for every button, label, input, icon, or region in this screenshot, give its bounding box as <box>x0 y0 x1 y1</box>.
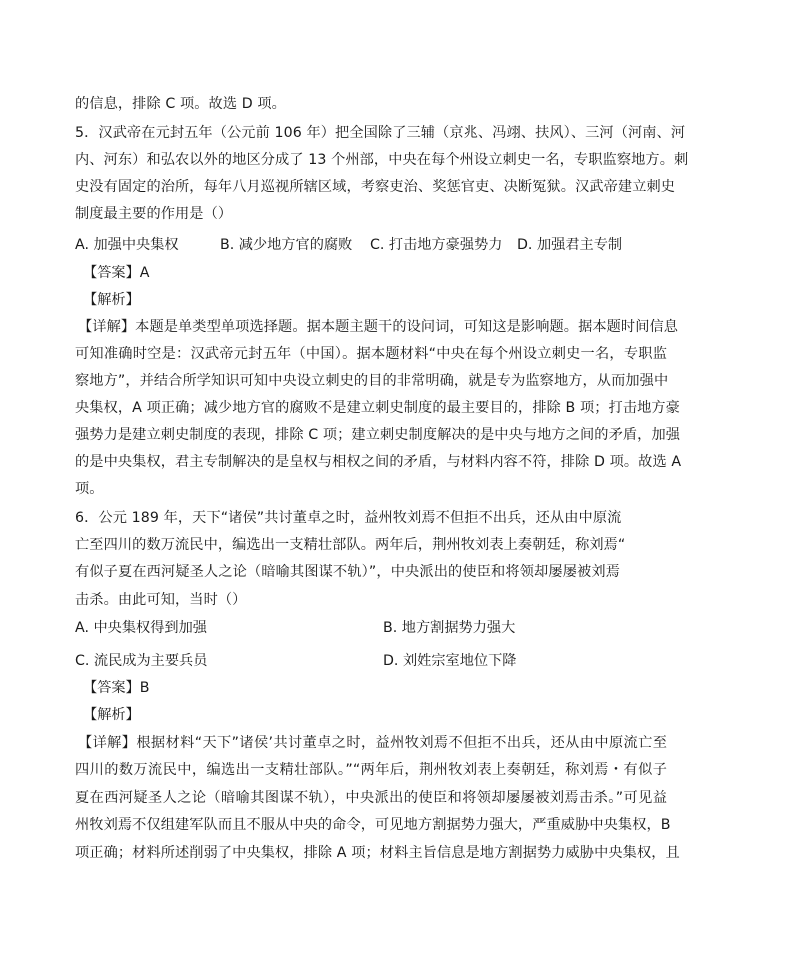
q5-answer: 【答案】A <box>83 265 150 281</box>
q5-analysis-label: 【解析】 <box>83 292 140 308</box>
q5-detail-line: 可知准确时空是：汉武帝元封五年（中国）。据本题材料“中央在每个州设立刺史一名，专职监 <box>75 346 667 362</box>
q6-option-b: B. 地方割据势力强大 <box>383 620 516 636</box>
q5-option-c: C. 打击地方豪强势力 <box>370 237 503 253</box>
q5-detail-line: 央集权，A 项正确；减少地方官的腐败不是建立刺史制度的最主要目的，排除 B 项；打击地方豪 <box>75 400 680 416</box>
prev-analysis-tail: 的信息，排除 C 项。故选 D 项。 <box>75 96 286 112</box>
q6-detail-line: 夏在西河疑圣人之论（暗喻其图谋不轨），中央派出的使臣和将领却屡屡被刘焉击杀。”可见益 <box>75 790 667 806</box>
q6-stem-line: 有似子夏在西河疑圣人之论（暗喻其图谋不轨）”，中央派出的使臣和将领却屡屡被刘焉 <box>75 564 620 580</box>
q6-detail-line: 四川的数万流民中，编选出一支精壮部队。”“两年后，荆州牧刘表上奏朝廷，称刘焉・有似子 <box>75 762 667 778</box>
q5-option-a: A. 加强中央集权 <box>75 237 179 253</box>
q5-detail-line: 察地方”，并结合所学知识可知中央设立刺史的目的非常明确，就是专为监察地方，从而加强中 <box>75 373 669 389</box>
q5-stem-line: 5．汉武帝在元封五年（公元前 106 年）把全国除了三辅（京兆、冯翊、扶风）、三河（河南、河 <box>75 125 686 141</box>
q6-option-a: A. 中央集权得到加强 <box>75 620 207 636</box>
q6-stem-line: 6．公元 189 年，天下“诸侯”共讨董卓之时，益州牧刘焉不但拒不出兵，还从由中原流 <box>75 510 622 526</box>
q6-answer: 【答案】B <box>83 680 150 696</box>
q5-detail-line: 【详解】本题是单类型单项选择题。据本题主题干的设问词，可知这是影响题。据本题时间信息 <box>78 319 679 335</box>
q6-stem-line: 亡至四川的数万流民中，编选出一支精壮部队。两年后，荆州牧刘表上奏朝廷，称刘焉“ <box>75 537 626 553</box>
q6-detail-line: 州牧刘焉不仅组建军队而且不服从中央的命令，可见地方割据势力强大，严重威胁中央集权，B <box>75 817 671 833</box>
q6-analysis-label: 【解析】 <box>83 707 140 723</box>
q6-option-c: C. 流民成为主要兵员 <box>75 653 208 669</box>
q5-option-d: D. 加强君主专制 <box>517 237 623 253</box>
q5-option-b: B. 减少地方官的腐败 <box>220 237 353 253</box>
q5-stem-line: 史没有固定的治所，每年八月巡视所辖区域，考察吏治、奖惩官吏、决断冤狱。汉武帝建立刺史 <box>75 179 676 195</box>
q6-detail-line: 项正确；材料所述削弱了中央集权，排除 A 项；材料主旨信息是地方割据势力威胁中央集权，且 <box>75 845 680 861</box>
q5-stem-line: 内、河东）和弘农以外的地区分成了 13 个州部，中央在每个州设立刺史一名，专职监察地方。刺 <box>75 152 689 168</box>
q5-detail-line: 强势力是建立刺史制度的表现，排除 C 项；建立刺史制度解决的是中央与地方之间的矛盾，加强 <box>75 427 681 443</box>
q6-option-d: D. 刘姓宗室地位下降 <box>383 653 517 669</box>
q5-detail-line: 的是中央集权，君主专制解决的是皇权与相权之间的矛盾，与材料内容不符，排除 D 项。故选 A <box>75 454 682 470</box>
q6-detail-line: 【详解】根据材料“天下”诸侯’共讨董卓之时，益州牧刘焉不但拒不出兵，还从由中原流亡至 <box>78 735 667 751</box>
q6-stem-line: 击杀。由此可知，当时（） <box>75 592 247 608</box>
q5-detail-line: 项。 <box>75 481 104 497</box>
q5-stem-line: 制度最主要的作用是（） <box>75 206 233 222</box>
